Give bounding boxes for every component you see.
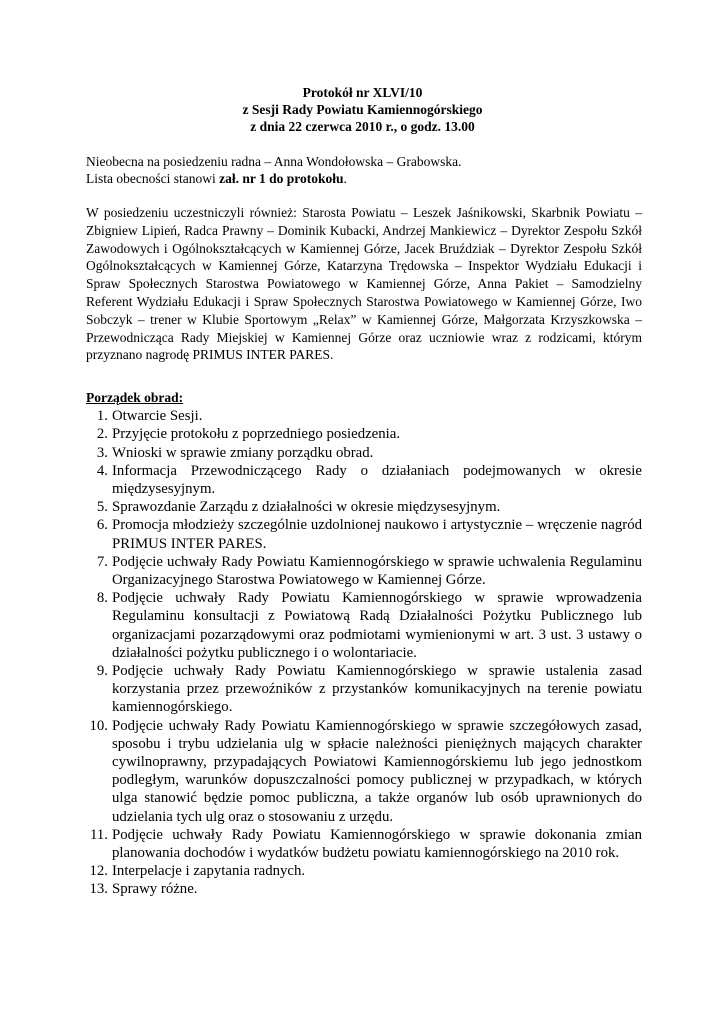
agenda-title: Porządek obrad: — [86, 390, 184, 405]
agenda-item — [86, 662, 642, 717]
agenda-item-text: Sprawy różne. — [112, 881, 198, 898]
absent-note: Nieobecna na posiedzeniu radna – Anna Wondołowska – Grabowska. — [86, 154, 462, 169]
agenda-item — [86, 880, 642, 898]
participants-paragraph: W posiedzeniu uczestniczyli również: Starosta Powiatu – Leszek Jaśnikowski, Skarbnik Powiatu – Zbigniew Lipień, Radca Prawny – Dominik Kubacki, Andrzej Mankiewicz – Dyrektor Zespołu Szkół Zawodowych i Ogólnokształcących w Kamiennej Górze, Jacek Bruździak – Dyrektor Zespołu Szkół Ogólnokształcących w Kamiennej Górze, Katarzyna Trędowska – Inspektor Wydziału Edukacji i Spraw Społecznych Starostwa Powiatowego w Kamiennej Górze, Anna Pakiet – Samodzielny Referent Wydziału Edukacji i Spraw Społecznych Starostwa Powiatowego w Kamiennej Górze, Iwo Sobczyk – trener w Klubie Sportowym „Relax” w Kamiennej Górze, Małgorzata Krzyszkowska – Przewodnicząca Rady Miejskiej w Kamiennej Górze oraz uczniowie wraz z rodzicami, którym przyznano nagrodę PRIMUS INTER PARES. — [86, 205, 642, 363]
agenda-item — [86, 553, 642, 589]
agenda-item-text: Wnioski w sprawie zmiany porządku obrad. — [112, 444, 374, 461]
agenda-list — [86, 407, 642, 898]
agenda-item — [86, 498, 642, 516]
agenda-item-number: 9. — [96, 663, 108, 680]
agenda-item-text: Promocja młodzieży szczególnie uzdolnionej naukowo i artystycznie – wręczenie nagród PRIMUS INTER PARES. — [112, 517, 642, 552]
agenda-item-number: 1. — [96, 408, 108, 425]
attendance-list-suffix: . — [343, 171, 347, 186]
document-header — [0, 84, 725, 135]
agenda-item-text: Podjęcie uchwały Rady Powiatu Kamiennogórskiego w sprawie dokonania zmian planowania dochodów i wydatków budżetu powiatu kamiennogórskiego na 2010 rok. — [112, 826, 642, 862]
agenda-item-text: Przyjęcie protokołu z poprzedniego posiedzenia. — [112, 426, 401, 443]
agenda-item-text: Podjęcie uchwały Rady Powiatu Kamiennogórskiego w sprawie szczegółowych zasad, sposobu i trybu udzielania ulg w spłacie należności pieniężnych mających charakter cywilnoprawny, przypadających Powiatowi Kamiennogórskiemu lub jego jednostkom podległym, warunków dopuszczalności pomocy publicznej w przypadkach, w których ulga stanowić będzie pomoc publiczna, a także organów lub osób uprawnionych do udzielania tych ulg oraz o stosowaniu z urzędu. — [112, 717, 642, 825]
agenda-item — [86, 425, 642, 443]
agenda-item — [86, 407, 642, 425]
agenda-item-number: 4. — [96, 462, 108, 479]
agenda-item-number: 11. — [90, 826, 108, 843]
agenda-item-text: Podjęcie uchwały Rady Powiatu Kamiennogórskiego w sprawie uchwalenia Regulaminu Organizacyjnego Starostwa Powiatowego w Kamiennej Górze. — [112, 553, 642, 589]
protocol-title: Protokół nr XLVI/10 — [302, 85, 423, 100]
attendance-list-prefix: Lista obecności stanowi — [86, 171, 220, 186]
agenda-item — [86, 862, 642, 880]
agenda-item-text: Otwarcie Sesji. — [112, 408, 203, 425]
agenda-item-text: Podjęcie uchwały Rady Powiatu Kamiennogórskiego w sprawie ustalenia zasad korzystania przez przewoźników z przystanków komunikacyjnych na terenie powiatu kamiennogórskiego. — [112, 663, 642, 716]
session-title: z Sesji Rady Powiatu Kamiennogórskiego — [242, 102, 483, 117]
attendance-list-note — [86, 170, 642, 187]
agenda-item-number: 2. — [96, 426, 108, 443]
agenda-item-text: Podjęcie uchwały Rady Powiatu Kamiennogórskiego w sprawie wprowadzenia Regulaminu konsultacji z Powiatową Radą Działalności Pożytku Publicznego lub organizacjami pozarządowymi oraz podmiotami wymienionymi w art. 3 ust. 3 ustawy o działalności pożytku publicznego i o wolontariacie. — [112, 590, 642, 661]
agenda-item — [86, 444, 642, 462]
attachment-reference: zał. nr 1 do protokołu — [219, 171, 344, 186]
agenda-item — [86, 516, 642, 552]
agenda-item-text: Sprawozdanie Zarządu z działalności w okresie międzysesyjnym. — [112, 499, 501, 516]
agenda-item-number: 13. — [89, 881, 108, 898]
agenda-item-number: 7. — [96, 553, 108, 570]
agenda-item — [86, 717, 642, 826]
agenda-item-text: Informacja Przewodniczącego Rady o działaniach podejmowanych w okresie międzysesyjnym. — [112, 462, 642, 498]
agenda-item-number: 6. — [96, 517, 108, 534]
agenda-item — [86, 589, 642, 662]
agenda-item-number: 5. — [96, 499, 108, 516]
agenda-item-text: Interpelacje i zapytania radnych. — [112, 863, 306, 880]
agenda-section — [86, 389, 642, 899]
agenda-item-number: 12. — [89, 863, 108, 880]
agenda-item-number: 8. — [96, 590, 108, 607]
agenda-item-number: 10. — [89, 717, 108, 734]
attendance-paragraph — [86, 153, 642, 187]
agenda-item-number: 3. — [96, 444, 108, 461]
session-date: z dnia 22 czerwca 2010 r., o godz. 13.00 — [250, 119, 475, 134]
agenda-item — [86, 462, 642, 498]
agenda-item — [86, 826, 642, 862]
